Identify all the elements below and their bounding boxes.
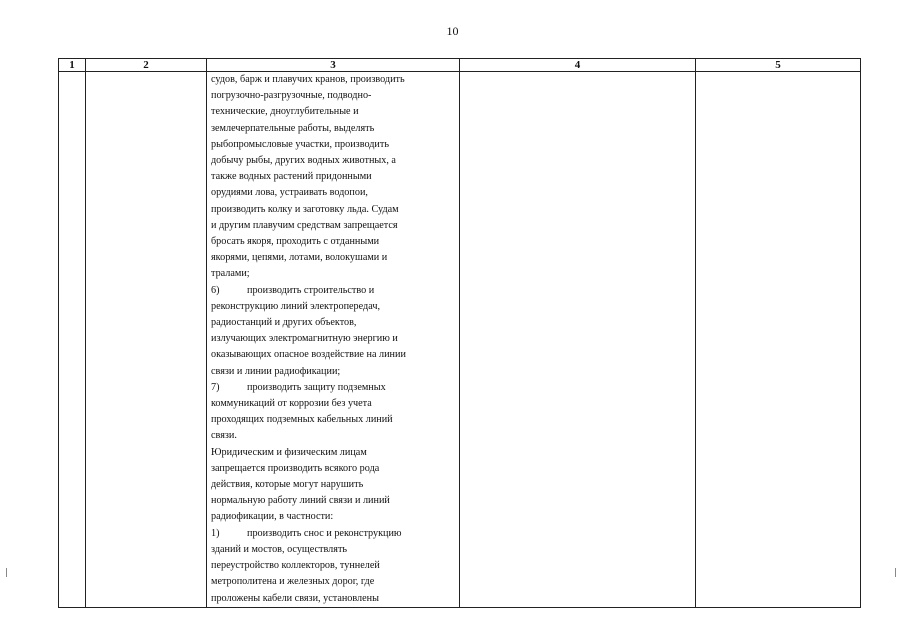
text-line [211, 461, 456, 477]
line-text: проходящих подземных кабельных линий [211, 414, 393, 426]
line-text: производить защиту подземных [247, 381, 386, 393]
text-line [211, 493, 456, 509]
line-text: связи. [211, 430, 237, 442]
text-line [211, 331, 456, 347]
text-line [211, 72, 456, 88]
text-line [211, 104, 456, 120]
line-text: рыбопромысловые участки, производить [211, 138, 389, 150]
text-line [211, 153, 456, 169]
line-text: действия, которые могут нарушить [211, 479, 364, 491]
line-text: погрузочно-разгрузочные, подводно- [211, 90, 372, 102]
text-line [211, 412, 456, 428]
line-text: и другим плавучим средствам запрещается [211, 219, 398, 231]
column-header-5: 5 [696, 59, 861, 72]
cell-column-1 [59, 72, 86, 608]
line-text: судов, барж и плавучих кранов, производить [211, 74, 405, 85]
line-text: запрещается производить всякого рода [211, 462, 380, 474]
document-table [58, 58, 861, 608]
text-line [211, 218, 456, 234]
scan-edge-mark-left [6, 568, 7, 577]
line-text: излучающих электромагнитную энергию и [211, 333, 398, 345]
line-text: проложены кабели связи, установлены [211, 592, 379, 604]
cell-column-2 [86, 72, 207, 608]
text-line [211, 169, 456, 185]
text-line [211, 185, 456, 201]
cell-column-4 [460, 72, 696, 608]
text-line [211, 234, 456, 250]
line-text: орудиями лова, устраивать водопои, [211, 187, 368, 199]
text-line [211, 88, 456, 104]
column-header-4: 4 [460, 59, 696, 72]
line-text: коммуникаций от коррозии без учета [211, 398, 372, 410]
text-line [211, 121, 456, 137]
scan-edge-mark-right [895, 568, 896, 577]
line-text: радиофикации, в частности: [211, 511, 334, 523]
line-text: переустройство коллекторов, туннелей [211, 560, 380, 572]
column-header-1: 1 [59, 59, 86, 72]
line-text: оказывающих опасное воздействие на линии [211, 349, 406, 361]
text-line [211, 347, 456, 363]
line-text: нормальную работу линий связи и линий [211, 495, 390, 507]
text-line [211, 558, 456, 574]
text-line [211, 299, 456, 315]
page-number: 10 [446, 24, 459, 38]
cell-column-3-text [207, 72, 460, 608]
cell-column-5 [696, 72, 861, 608]
line-text: производить снос и реконструкцию [247, 527, 402, 539]
text-line [211, 283, 456, 299]
line-text: якорями, цепями, лотами, волокушами и [211, 252, 388, 264]
table-header-row [59, 59, 861, 72]
list-item-number: 7) [211, 381, 220, 393]
line-text: радиостанций и других объектов, [211, 317, 357, 329]
text-line [211, 509, 456, 525]
column-header-2: 2 [86, 59, 207, 72]
line-text: производить колку и заготовку льда. Судам [211, 203, 399, 215]
line-text: производить строительство и [247, 284, 375, 296]
text-line [211, 591, 456, 607]
list-item-number: 6) [211, 284, 220, 296]
line-text: землечерпательные работы, выделять [211, 122, 375, 134]
line-text: бросать якоря, проходить с отданными [211, 236, 380, 248]
list-item-number: 1) [211, 527, 220, 539]
text-line [211, 137, 456, 153]
text-line [211, 315, 456, 331]
text-line [211, 202, 456, 218]
line-text: технические, дноуглубительные и [211, 106, 359, 118]
text-line [211, 250, 456, 266]
text-line [211, 396, 456, 412]
text-line [211, 266, 456, 282]
line-text: также водных растений придонными [211, 171, 372, 183]
line-text: метрополитена и железных дорог, где [211, 576, 375, 588]
line-text: зданий и мостов, осуществлять [211, 543, 348, 555]
text-line [211, 574, 456, 590]
line-text: Юридическим и физическим лицам [211, 446, 367, 458]
line-text: тралами; [211, 268, 250, 280]
text-line [211, 364, 456, 380]
text-line [211, 542, 456, 558]
text-line [211, 526, 456, 542]
line-text: добычу рыбы, других водных животных, а [211, 155, 396, 167]
text-line [211, 445, 456, 461]
column-header-3: 3 [207, 59, 460, 72]
line-text: реконструкцию линий электропередач, [211, 300, 380, 312]
table-row [59, 72, 861, 608]
line-text: связи и линии радиофикации; [211, 365, 341, 377]
text-line [211, 477, 456, 493]
text-line [211, 380, 456, 396]
text-line [211, 428, 456, 444]
